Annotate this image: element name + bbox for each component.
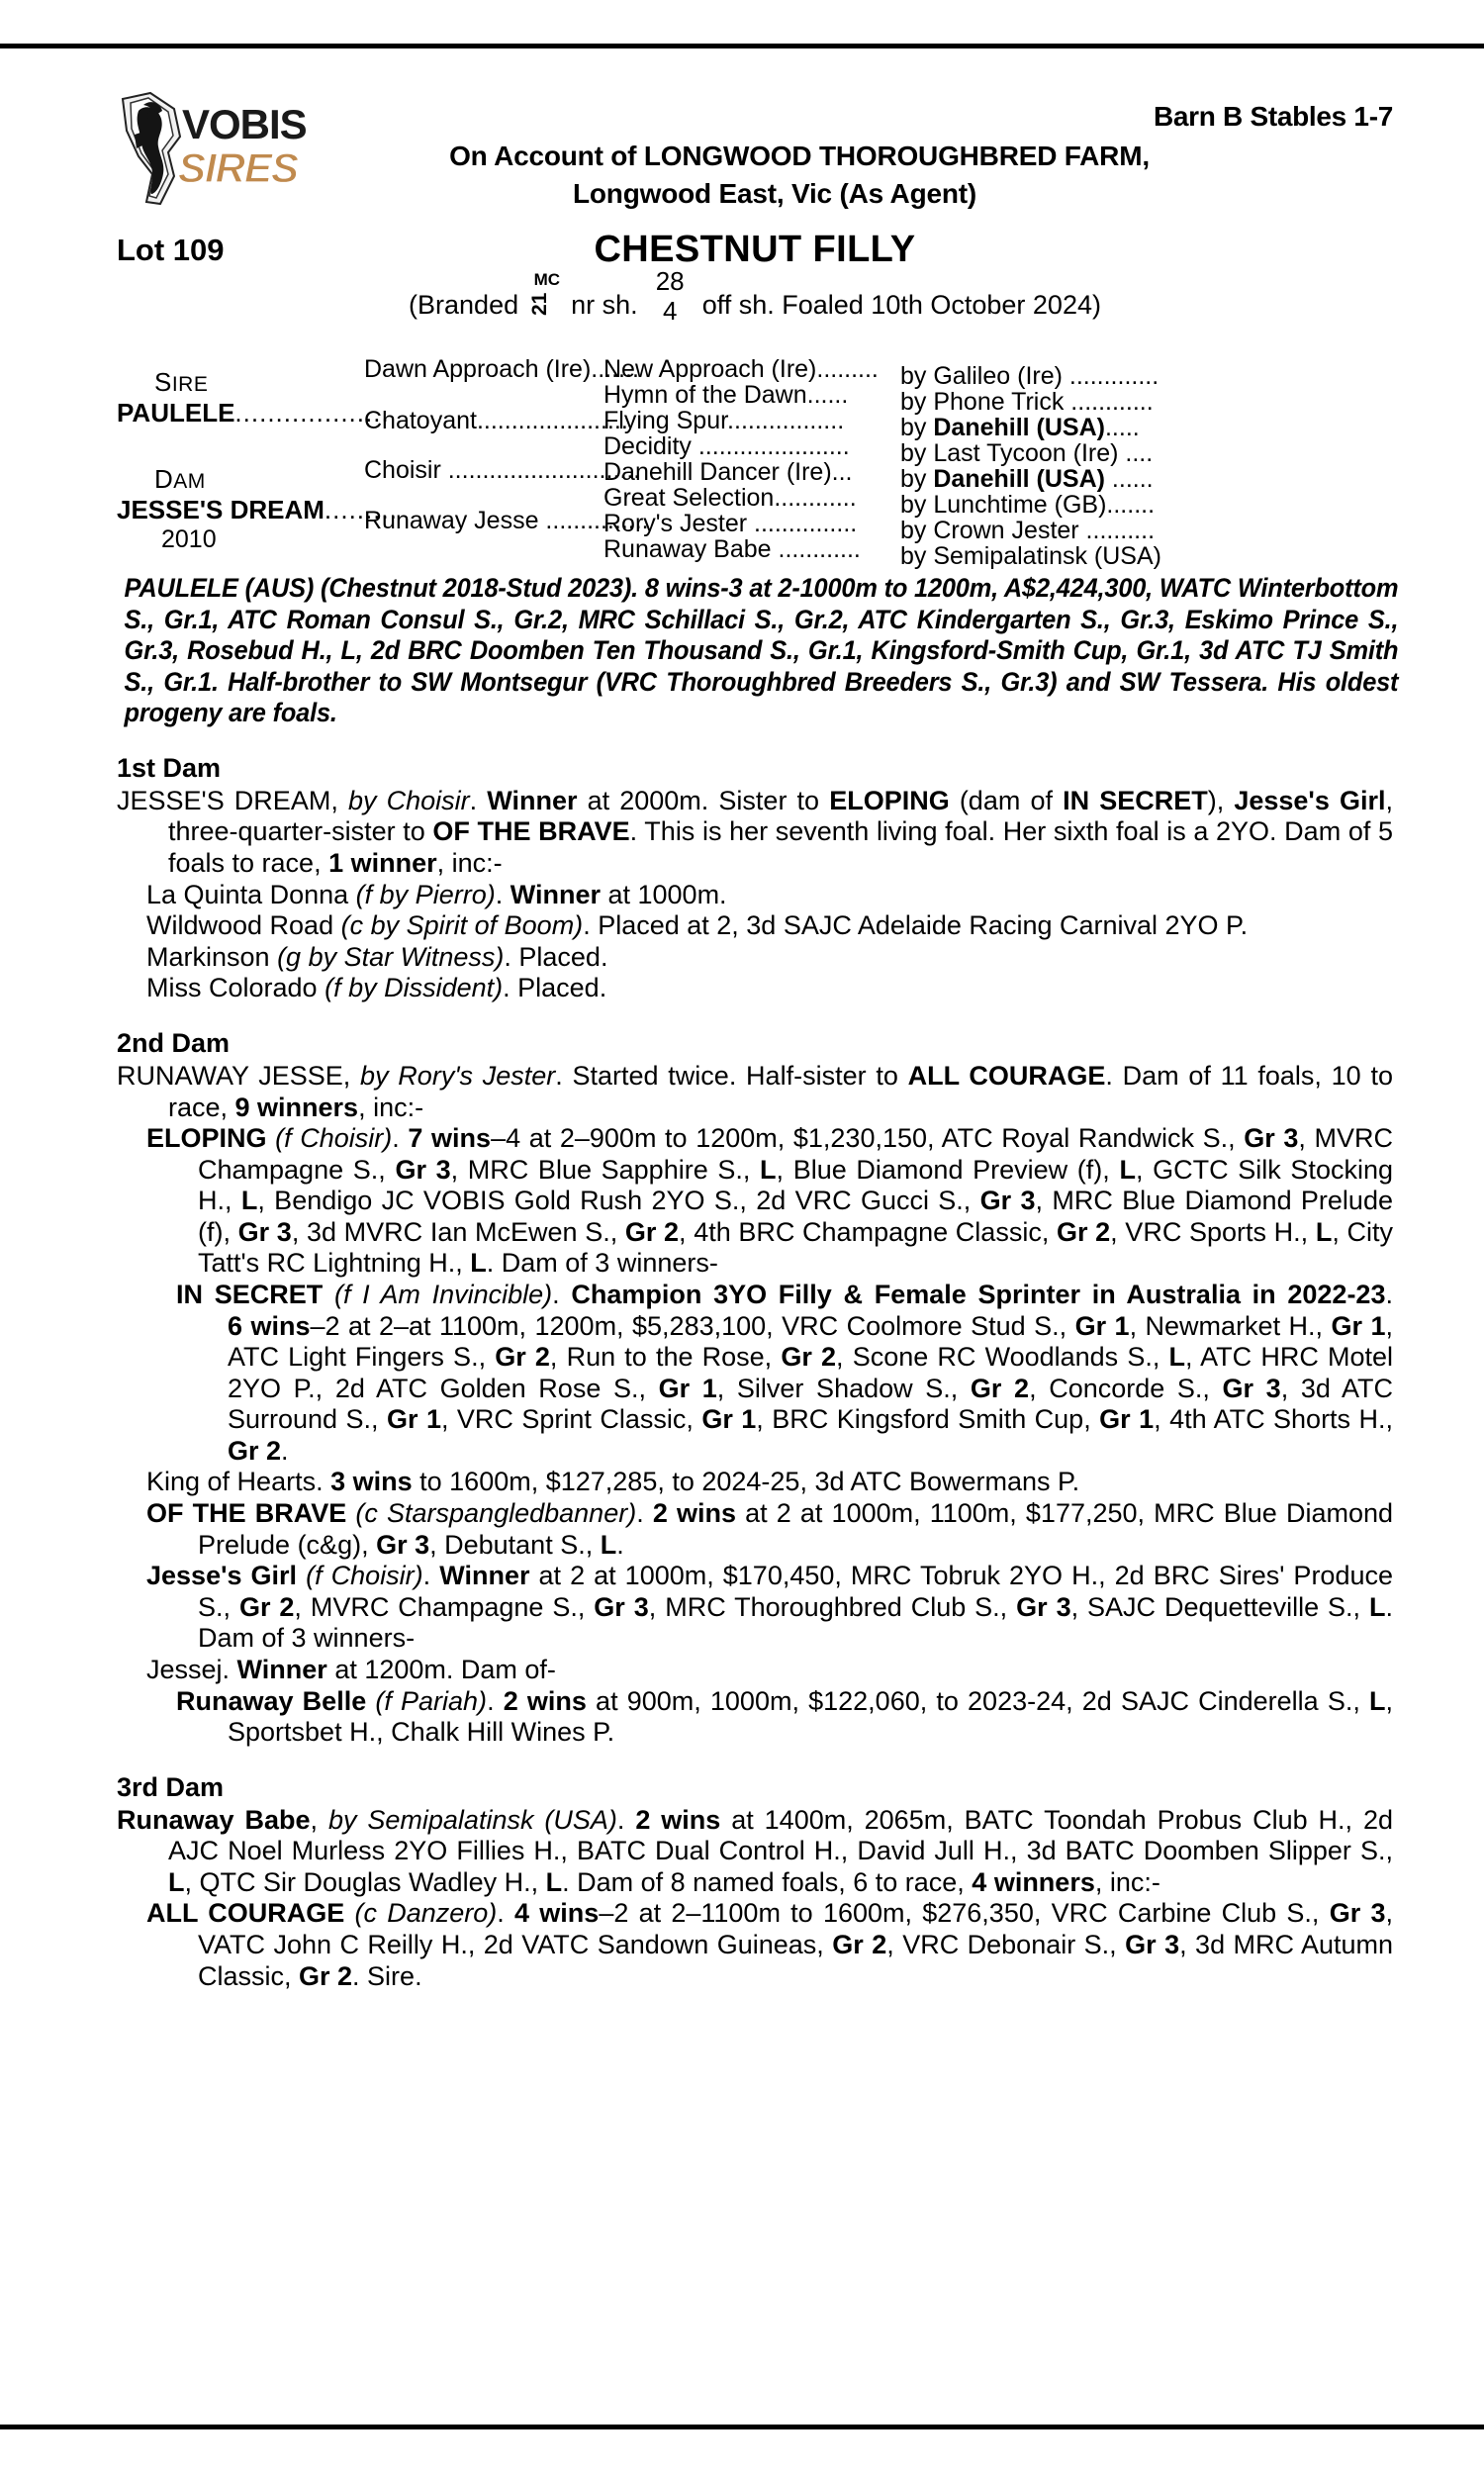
jesses-girl-sire: (f Choisir) <box>306 1561 423 1591</box>
gg-sire-post-4: ...... <box>1104 465 1154 493</box>
first-dam-progeny-2 <box>117 942 1393 974</box>
first-dam-text-e: , three-quarter-sister to <box>168 785 1393 847</box>
progeny-name-1: Wildwood Road <box>146 910 334 941</box>
greatgrandparent-name-4: Danehill Dancer (Ire)... <box>603 458 853 486</box>
sire-block <box>117 367 390 428</box>
jesses-girl-paragraph: Jesse's Girl (f Choisir). Winner at 2 at 1000m, $170,450, MRC Tobruk 2YO H., 2d BRC Sires' Produce S., Gr 2, MVRC Champagne S., Gr 3, MRC Thoroughbred Club S., Gr 3, SAJC Dequetteville S., L. Dam of 3 winners- <box>146 1561 1393 1654</box>
first-dam-name: JESSE'S DREAM <box>117 785 331 815</box>
second-dam-heading: 2nd Dam <box>117 1027 231 1058</box>
greatgrandparent-sire-7: by Semipalatinsk (USA) <box>900 542 1161 570</box>
svg-text:VOBIS: VOBIS <box>182 101 307 147</box>
sire-name-text: PAULELE <box>117 398 235 428</box>
progeny-sireline-3: (f by Dissident) <box>325 973 504 1003</box>
greatgrandparent-name-0: New Approach (Ire)......... <box>603 355 879 383</box>
first-dam-text-b: at 2000m. Sister to <box>577 785 830 815</box>
in-secret-sire: (f I Am Invincible) <box>333 1279 553 1309</box>
greatgrandparent-name-3: Decidity ...................... <box>603 432 850 460</box>
eloping-name: ELOPING <box>146 1123 267 1154</box>
brand-number-top: 28 <box>655 266 685 296</box>
first-dam-text-c: (dam of <box>949 785 1064 815</box>
jessej-paragraph: Jessej. Winner at 1200m. Dam of- <box>146 1654 556 1684</box>
first-dam-paragraph: JESSE'S DREAM, by Choisir. Winner at 2000m. Sister to ELOPING (dam of IN SECRET), Jesse's Girl, three-quarter-sister to OF THE BRAVE. This is her seventh living foal. Her sixth foal is a 2YO. Dam of 5 foals to race, 1 winner, inc:- <box>117 785 1393 879</box>
dam-block <box>117 464 398 554</box>
first-dam-rel-of-the-brave: OF THE BRAVE <box>432 816 630 847</box>
greatgrandparent-name-7: Runaway Babe ............ <box>603 535 861 563</box>
of-the-brave-paragraph: OF THE BRAVE (c Starspangledbanner). 2 wins at 2 at 1000m, 1100m, $177,250, MRC Blue Diamond Prelude (c&g), Gr 3, Debutant S., L. <box>146 1498 1393 1560</box>
first-dam-winner-count: 1 winner <box>328 848 437 879</box>
lot-number: Lot 109 <box>117 233 225 267</box>
third-dam-heading: 3rd Dam <box>117 1771 225 1802</box>
sire-dots: ................... <box>234 398 390 428</box>
svg-text:SIRES: SIRES <box>178 144 299 191</box>
greatgrandparent-row-7 <box>603 535 1395 571</box>
first-dam-text-h: , inc:- <box>436 848 503 879</box>
brand-line <box>117 266 1393 341</box>
first-dam-stat: Winner <box>487 785 578 815</box>
lot-title-row <box>117 229 1393 282</box>
sire-label: SIRE <box>154 367 209 397</box>
first-dam-rel-jesses-girl: Jesse's Girl <box>1234 785 1386 815</box>
gg-sire-bold-2: Danehill (USA) <box>933 414 1105 441</box>
barn-location: Barn B Stables 1-7 <box>1153 101 1393 132</box>
of-the-brave-sire: (c Starspangledbanner) <box>355 1498 637 1529</box>
eloping-paragraph: ELOPING (f Choisir). 7 wins–4 at 2–900m to 1200m, $1,230,150, ATC Royal Randwick S., Gr 3, MVRC Champagne S., Gr 3, MRC Blue Sapphire S., L, Blue Diamond Preview (f), L, GCTC Silk Stocking H., L, Bendigo JC VOBIS Gold Rush 2YO S., 2d VRC Gucci S., Gr 3, MRC Blue Diamond Prelude (f), Gr 3, 3d MVRC Ian McEwen S., Gr 2, 4th BRC Champagne Classic, Gr 2, VRC Sports H., L, City Tatt's RC Lightning H., L. Dam of 3 winners- <box>146 1123 1393 1279</box>
top-rule <box>0 44 1484 48</box>
first-dam-progeny-0: La Quinta Donna (f by Pierro). Winner at 1000m. <box>146 879 727 909</box>
brand-prefix: (Branded <box>409 290 519 320</box>
first-dam-rel-in-secret: IN SECRET <box>1063 785 1208 815</box>
first-dam-text-d: ), <box>1207 785 1235 815</box>
greatgrandparent-sire-3: by Last Tycoon (Ire) .... <box>900 439 1154 467</box>
progeny-name-2: Markinson <box>146 941 270 972</box>
page-header <box>117 69 1393 233</box>
first-dam-rel-eloping: ELOPING <box>829 785 950 815</box>
page-content <box>117 69 1399 1992</box>
sire-summary-paragraph: PAULELE (AUS) (Chestnut 2018-Stud 2023). 8 wins-3 at 2-1000m to 1200m, A$2,424,300, WATC Winterbottom S., Gr.1, ATC Roman Consul S., Gr.2, MRC Schillaci S., Gr.2, ATC Kindergarten S., Gr.3, Eskimo Prince S., Gr.3, Rosebud H., L, 2d BRC Doomben Ten Thousand S., Gr.1, Kingsford-Smith Cup, Gr.1, 3d ATC TJ Smith S., Gr.1. Half-brother to SW Montsegur (VRC Thoroughbred Breeders S., Gr.3) and SW Tessera. His oldest progeny are foals. <box>124 573 1399 728</box>
first-dam-text-f: . This is her seventh living foal. Her sixth foal is a 2YO. Dam of 5 foals to race, <box>168 816 1393 879</box>
progeny-sireline-2: (g by Star Witness) <box>277 941 505 972</box>
pedigree-table <box>117 353 1393 570</box>
page-title: CHESTNUT FILLY <box>594 229 916 270</box>
second-dam-rel-all-courage: ALL COURAGE <box>907 1060 1106 1091</box>
gg-sire-pre-4: by <box>900 465 934 493</box>
account-vendor-line: On Account of LONGWOOD THOROUGHBRED FARM, <box>449 141 1150 171</box>
runaway-belle-name: Runaway Belle <box>176 1685 367 1716</box>
first-dam-heading: 1st Dam <box>117 752 222 783</box>
greatgrandparent-name-5: Great Selection............ <box>603 484 857 512</box>
grandparent-1: Chatoyant...................... <box>364 407 628 434</box>
second-dam-name: RUNAWAY JESSE <box>117 1060 343 1091</box>
gg-sire-pre-2: by <box>900 414 934 441</box>
all-courage-paragraph: ALL COURAGE (c Danzero). 4 wins–2 at 2–1100m to 1600m, $276,350, VRC Carbine Club S., Gr 3, VATC John C Reilly H., 2d VATC Sandown Guineas, Gr 2, VRC Debonair S., Gr 3, 3d MRC Autumn Classic, Gr 2. Sire. <box>146 1898 1394 1991</box>
gg-sire-bold-4: Danehill (USA) <box>933 465 1105 493</box>
second-dam-lead3: , inc:- <box>358 1092 424 1122</box>
greatgrandparent-sire-0: by Galileo (Ire) ............. <box>900 362 1159 390</box>
dam-dots: ......... <box>324 495 398 524</box>
greatgrandparent-name-1: Hymn of the Dawn...... <box>603 381 849 409</box>
first-dam-progeny-3 <box>117 973 1393 1004</box>
third-dam-by: by Semipalatinsk (USA) <box>327 1804 617 1835</box>
in-secret-paragraph: IN SECRET (f I Am Invincible). Champion 3YO Filly & Female Sprinter in Australia in 2022-23. 6 wins–2 at 2–at 1100m, 1200m, $5,283,100, VRC Coolmore Stud S., Gr 1, Newmarket H., Gr 1, ATC Light Fingers S., Gr 2, Run to the Rose, Gr 2, Scone RC Woodlands S., L, ATC HRC Motel 2YO P., 2d ATC Golden Rose S., Gr 1, Silver Shadow S., Gr 2, Concorde S., Gr 3, 3d ATC Surround S., Gr 1, VRC Sprint Classic, Gr 1, BRC Kingsford Smith Cup, Gr 1, 4th ATC Shorts H., Gr 2. <box>176 1279 1394 1466</box>
dam-label: DAM <box>154 464 206 494</box>
second-dam-lead2: . Dam of 11 foals, 10 to race, <box>168 1060 1393 1122</box>
account-address-line: Longwood East, Vic (As Agent) <box>573 178 976 209</box>
jesses-girl-name: Jesse's Girl <box>146 1561 298 1591</box>
eloping-sire: (f Choisir) <box>275 1123 393 1154</box>
grandparent-3: Runaway Jesse ............... <box>364 507 649 534</box>
dam-name <box>117 495 398 525</box>
jessej-name: Jessej <box>146 1654 223 1684</box>
bottom-rule <box>0 2425 1484 2429</box>
king-of-hearts-paragraph: King of Hearts. 3 wins to 1600m, $127,285, to 2024-25, 3d ATC Bowermans P. <box>146 1467 1080 1497</box>
grandparent-0: Dawn Approach (Ire)....... <box>364 355 639 383</box>
brand-offside-label: off sh. Foaled 10th October 2024) <box>701 290 1101 320</box>
all-courage-name: ALL COURAGE <box>146 1898 345 1929</box>
progeny-rest-3: . Placed. <box>503 973 607 1003</box>
dam-year: 2010 <box>161 525 217 553</box>
all-courage-sire: (c Danzero) <box>354 1898 498 1929</box>
greatgrandparent-name-6: Rory's Jester ............... <box>603 510 858 537</box>
progeny-sireline-0: (f by Pierro) <box>355 879 496 909</box>
greatgrandparent-name-2: Flying Spur................. <box>603 407 845 434</box>
of-the-brave-name: OF THE BRAVE <box>146 1498 347 1529</box>
progeny-rest-0: at 1000m. <box>600 879 727 909</box>
runaway-belle-sire: (f Pariah) <box>375 1685 488 1716</box>
first-dam-by: by Choisir <box>347 785 470 815</box>
greatgrandparent-sire-1: by Phone Trick ............ <box>900 388 1154 416</box>
progeny-sireline-1: (c by Spirit of Boom) <box>340 910 584 941</box>
brand-number-bottom: 4 <box>662 296 678 326</box>
progeny-name-3: Miss Colorado <box>146 973 318 1003</box>
grandparent-2: Choisir ............................ <box>364 456 641 484</box>
second-dam-lead: . Started twice. Half-sister to <box>555 1060 908 1091</box>
progeny-name-0: La Quinta Donna <box>146 879 349 909</box>
brand-nearside-label: nr sh. <box>571 290 638 320</box>
second-dam-winners: 9 winners <box>234 1092 359 1122</box>
sire-name <box>117 398 390 428</box>
brand-mark-nearside <box>527 270 562 320</box>
greatgrandparent-sire-5: by Lunchtime (GB)....... <box>900 491 1156 519</box>
progeny-stat-0: Winner <box>510 879 601 909</box>
gg-sire-post-2: ..... <box>1104 414 1140 441</box>
second-dam-paragraph: RUNAWAY JESSE, by Rory's Jester. Started twice. Half-sister to ALL COURAGE. Dam of 11 foals, 10 to race, 9 winners, inc:- <box>117 1060 1393 1122</box>
in-secret-championship: Champion 3YO Filly & Female Sprinter in Australia in 2022-23 <box>571 1279 1386 1309</box>
first-dam-progeny-1 <box>117 910 1393 942</box>
greatgrandparent-sire-6: by Crown Jester .......... <box>900 517 1156 544</box>
brand-mc-text: MC <box>533 270 561 289</box>
second-dam-by: by Rory's Jester <box>360 1060 556 1091</box>
in-secret-name: IN SECRET <box>176 1279 324 1309</box>
brand-mark-offside <box>649 266 691 326</box>
third-dam-paragraph: Runaway Babe, by Semipalatinsk (USA). 2 wins at 1400m, 2065m, BATC Toondah Probus Club H., 2d AJC Noel Murless 2YO Fillies H., BATC Dual Control H., David Jull H., 3d BATC Doomben Slipper S., L, QTC Sir Douglas Wadley H., L. Dam of 8 named foals, 6 to race, 4 winners, inc:- <box>117 1804 1394 1897</box>
runaway-belle-paragraph: Runaway Belle (f Pariah). 2 wins at 900m, 1000m, $122,060, to 2023-24, 2d SAJC Cinderella S., L, Sportsbet H., Chalk Hill Wines P. <box>176 1685 1393 1748</box>
king-of-hearts-name: King of Hearts <box>146 1467 317 1497</box>
third-dam-name: Runaway Babe <box>117 1804 311 1835</box>
progeny-rest-2: . Placed. <box>504 941 608 972</box>
progeny-rest-1: . Placed at 2, 3d SAJC Adelaide Racing Carnival 2YO P. <box>583 910 1249 941</box>
dam-name-text: JESSE'S DREAM <box>117 495 325 524</box>
brand-21-text: 21 <box>527 292 551 316</box>
